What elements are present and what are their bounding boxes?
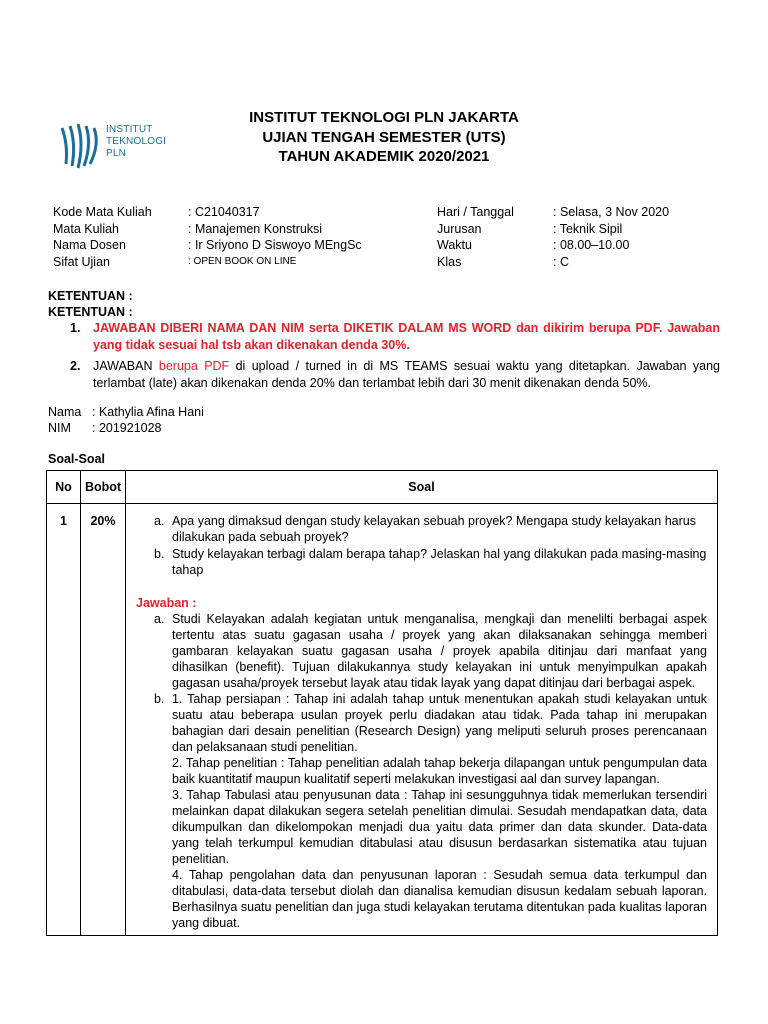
student-nim-label: NIM bbox=[48, 421, 71, 435]
question-table bbox=[46, 470, 718, 936]
ketentuan-label: KETENTUAN : bbox=[48, 304, 133, 319]
info-label: Nama Dosen bbox=[53, 238, 126, 252]
answer-text: Studi Kelayakan adalah kegiatan untuk menganalisa, mengkaji dan menelilti berbagai aspek tertentu atas suatu gagasan usaha / proyek yang akan dilaksanakan sehingga memberi gambaran kelayakan suatu gagasan usaha / proyek apabila ditinjau dari manfaat yang dihasilkan (benefit). Tujuan dilakukannya study kelayakan ini untuk menyimpulkan apakah gagasan usaha/proyek tersebut layak atau tidak layak yang dapat ditinjau dari berbagai aspek. bbox=[172, 612, 707, 690]
answer-stage: 3. Tahap Tabulasi atau penyusunan data : Tahap ini sesungguhnya tidak memerlukan tersendiri melainkan dapat dilakukan segera setelah penelitian dimulai. Sesudah mendapatkan data, data dikumpulkan dan dikelompokan menjadi dua yaitu data primer dan data skunder. Data-data yang telah terkumpul kemudian ditabulasi atau disusun berdasarkan sistematika atau tujuan penelitian. bbox=[172, 788, 707, 866]
rule-highlight: berupa PDF bbox=[158, 359, 230, 373]
rule-text: JAWABAN DIBERI NAMA DAN NIM serta DIKETIK DALAM MS WORD dan dikirim berupa PDF. Jawaban yang tidak sesuai hal tsb akan dikenakan denda 30%. bbox=[93, 321, 720, 352]
ketentuan-label: KETENTUAN : bbox=[48, 289, 133, 303]
rule-item bbox=[48, 320, 720, 354]
info-row bbox=[53, 254, 433, 271]
info-label: Mata Kuliah bbox=[53, 221, 120, 236]
question-item bbox=[136, 546, 707, 578]
info-value: : 08.00–10.00 bbox=[553, 238, 630, 252]
info-row bbox=[53, 237, 433, 254]
info-label: Hari / Tanggal bbox=[437, 205, 514, 219]
info-row bbox=[53, 221, 433, 238]
info-label: Klas bbox=[437, 254, 462, 269]
info-row bbox=[437, 221, 737, 238]
info-row bbox=[437, 237, 737, 254]
cell-no: 1 bbox=[47, 504, 81, 936]
rules-list bbox=[48, 320, 720, 396]
rule-number: 2. bbox=[70, 359, 81, 373]
info-value: : Teknik Sipil bbox=[553, 221, 623, 236]
info-value: : C bbox=[553, 254, 569, 269]
student-name-label: Nama bbox=[48, 405, 82, 419]
info-label: Waktu bbox=[437, 238, 472, 252]
question-text: Study kelayakan terbagi dalam berapa tahap? Jelaskan hal yang dilakukan pada masing-masing tahap bbox=[172, 547, 707, 577]
header-bobot: Bobot bbox=[81, 471, 126, 504]
table-header-row bbox=[47, 471, 718, 504]
rule-number: 1. bbox=[70, 321, 81, 335]
table-row bbox=[47, 504, 718, 936]
rule-item bbox=[48, 358, 720, 392]
answer-marker: b. bbox=[154, 692, 165, 706]
info-value: : Ir Sriyono D Siswoyo MEngSc bbox=[188, 238, 362, 252]
rule-text: di upload / turned in di MS TEAMS sesuai waktu yang ditetapkan. Jawaban yang terlambat (late) akan dikenakan denda 20% dan terlambat lebih dari 30 menit dikenakan denda 50%. bbox=[93, 359, 720, 390]
question-text: Apa yang dimaksud dengan study kelayakan sebuah proyek? Mengapa study kelayakan harus dilakukan pada sebuah proyek? bbox=[172, 514, 696, 544]
header-exam-type: UJIAN TENGAH SEMESTER (UTS) bbox=[262, 128, 506, 146]
info-value: : Selasa, 3 Nov 2020 bbox=[553, 205, 670, 219]
logo-line: TEKNOLOGI bbox=[106, 136, 167, 147]
info-value: : Manajemen Konstruksi bbox=[188, 221, 323, 236]
answer-stage: 2. Tahap penelitian : Tahap penelitian adalah tahap bekerja dilapangan untuk pengumpulan data baik kuantitatif maupun kualitatif seperti melakukan investigasi aal dan survey lapangan. bbox=[172, 756, 707, 786]
rule-text: JAWABAN bbox=[93, 359, 159, 373]
soal-title: Soal-Soal bbox=[48, 452, 105, 466]
header-no: No bbox=[47, 471, 81, 504]
cell-bobot: 20% bbox=[81, 504, 126, 936]
question-marker: a. bbox=[154, 514, 165, 528]
answer-marker: a. bbox=[154, 612, 165, 626]
schedule-info bbox=[437, 204, 737, 270]
student-info bbox=[48, 404, 204, 436]
info-value: : OPEN BOOK ON LINE bbox=[188, 255, 297, 267]
student-row bbox=[48, 404, 204, 420]
info-label: Jurusan bbox=[437, 221, 482, 236]
answer-item bbox=[136, 611, 707, 691]
course-info bbox=[53, 204, 433, 270]
answer-item bbox=[136, 691, 707, 931]
cell-soal bbox=[126, 504, 718, 936]
answer-title: Jawaban : bbox=[136, 596, 197, 610]
answer-stage: 4. Tahap pengolahan data dan penyusunan laporan : Sesudah semua data terkumpul dan ditabulasi, data-data tersebut diolah dan dianalisa kemudian disusun kedalam sebuah laporan. Berhasilnya suatu penelitian dan juga studi kelayakan terutama ditentukan pada kualitas laporan yang dibuat. bbox=[172, 868, 707, 930]
logo-line: PLN bbox=[106, 148, 127, 159]
student-nim-value: : 201921028 bbox=[92, 421, 162, 435]
exam-header bbox=[0, 108, 768, 167]
info-label: Kode Mata Kuliah bbox=[53, 205, 152, 219]
header-institution: INSTITUT TEKNOLOGI PLN JAKARTA bbox=[249, 109, 519, 126]
header-soal: Soal bbox=[126, 471, 718, 504]
header-academic-year: TAHUN AKADEMIK 2020/2021 bbox=[278, 148, 490, 165]
ketentuan-heading bbox=[48, 289, 133, 320]
info-row bbox=[437, 204, 737, 221]
student-name-value: : Kathylia Afina Hani bbox=[92, 405, 204, 419]
info-label: Sifat Ujian bbox=[53, 254, 110, 269]
answer-stage: 1. Tahap persiapan : Tahap ini adalah tahap untuk menentukan apakah studi kelayakan untuk suatu atau beberapa usulan proyek perlu diadakan atau tidak. Pada tahap ini merupakan bahagian dari desain penelitian (Research Design) yang meliputi seluruh proses perencanaan dan pelaksanaan studi penelitian. bbox=[172, 692, 707, 754]
student-row bbox=[48, 420, 162, 436]
info-row bbox=[53, 204, 433, 221]
question-item bbox=[136, 513, 707, 545]
info-value: : C21040317 bbox=[188, 205, 260, 219]
logo-line: INSTITUT bbox=[106, 124, 153, 135]
info-row bbox=[437, 254, 737, 271]
question-marker: b. bbox=[154, 547, 165, 561]
